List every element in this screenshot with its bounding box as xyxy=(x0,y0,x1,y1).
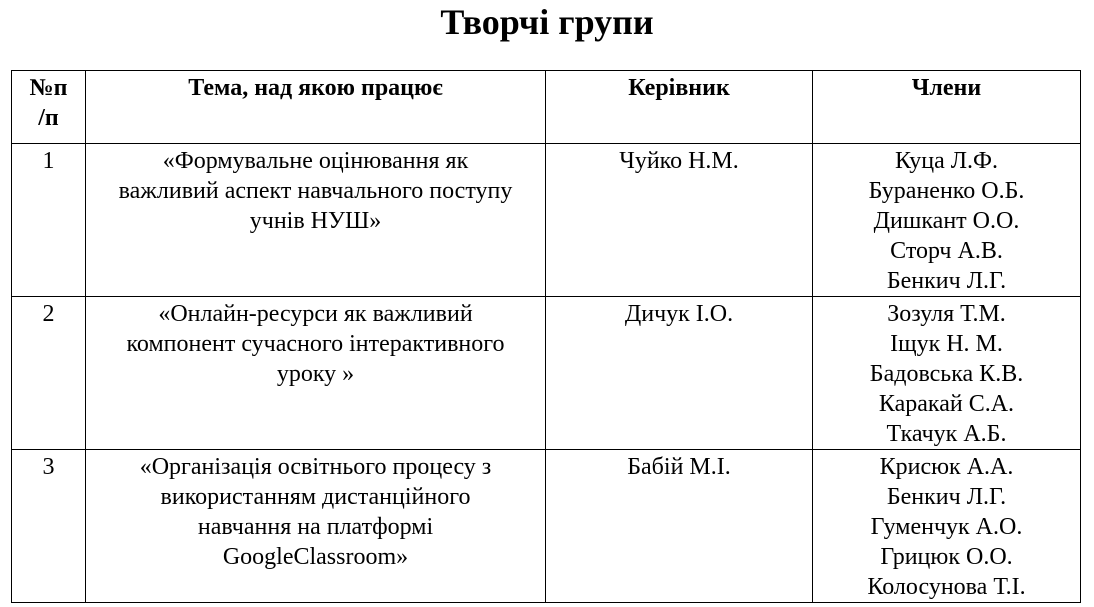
member-name: Гуменчук А.О. xyxy=(870,514,1023,540)
row-leader: Чуйко Н.М. xyxy=(546,144,813,297)
row-number: 2 xyxy=(12,297,86,450)
column-header-leader: Керівник xyxy=(546,71,813,144)
member-name: Дишкант О.О. xyxy=(873,208,1020,234)
topic-line: GoogleClassroom» xyxy=(222,544,409,570)
member-name: Бураненко О.Б. xyxy=(868,178,1025,204)
groups-table xyxy=(11,70,1081,603)
row-number: 3 xyxy=(12,450,86,603)
topic-line: уроку » xyxy=(276,361,355,387)
topic-line: «Формувальне оцінювання як xyxy=(162,148,469,174)
member-name: Бенкич Л.Г. xyxy=(886,484,1007,510)
member-name: Каракай С.А. xyxy=(878,391,1015,417)
column-header-number-line1: №п xyxy=(29,75,68,101)
topic-line: учнів НУШ» xyxy=(249,208,382,234)
row-leader: Бабій М.І. xyxy=(546,450,813,603)
member-name: Крисюк А.А. xyxy=(879,454,1014,480)
column-header-topic: Тема, над якою працює xyxy=(86,71,546,144)
table-row xyxy=(12,144,1081,297)
topic-line: «Онлайн-ресурси як важливий xyxy=(158,301,473,327)
row-members xyxy=(813,297,1081,450)
member-name: Грицюк О.О. xyxy=(880,544,1013,570)
member-name: Колосунова Т.І. xyxy=(867,574,1026,600)
row-leader: Дичук І.О. xyxy=(546,297,813,450)
row-topic xyxy=(86,450,546,603)
column-header-number-line2: /п xyxy=(38,105,59,131)
column-header-members: Члени xyxy=(813,71,1081,144)
member-name: Бенкич Л.Г. xyxy=(886,268,1007,294)
topic-line: компонент сучасного інтерактивного xyxy=(126,331,505,357)
member-name: Сторч А.В. xyxy=(890,238,1003,264)
topic-line: «Організація освітнього процесу з xyxy=(139,454,492,480)
table-row xyxy=(12,297,1081,450)
row-topic xyxy=(86,144,546,297)
topic-line: важливий аспект навчального поступу xyxy=(118,178,513,204)
row-members xyxy=(813,144,1081,297)
member-name: Ткачук А.Б. xyxy=(886,421,1007,447)
row-members xyxy=(813,450,1081,603)
row-topic xyxy=(86,297,546,450)
row-number: 1 xyxy=(12,144,86,297)
topic-line: використанням дистанційного xyxy=(160,484,471,510)
table-header-row xyxy=(12,71,1081,144)
member-name: Іщук Н. М. xyxy=(890,331,1003,357)
member-name: Зозуля Т.М. xyxy=(887,301,1006,327)
table-row xyxy=(12,450,1081,603)
member-name: Куца Л.Ф. xyxy=(895,148,998,174)
page-title: Творчі групи xyxy=(440,2,654,42)
column-header-number xyxy=(12,71,86,144)
member-name: Бадовська К.В. xyxy=(869,361,1024,387)
topic-line: навчання на платформі xyxy=(197,514,434,540)
